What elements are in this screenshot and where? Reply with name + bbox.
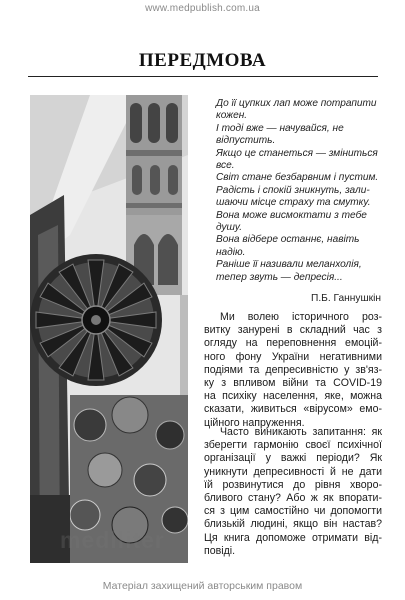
cathedral-tower (126, 95, 182, 295)
epigraph-line: Вона відбере останнє, навіть (216, 234, 360, 246)
epigraph-line: все. (216, 160, 235, 172)
body-line: огляду на переповнення емоцій- (204, 337, 382, 350)
body-line: повіді. (204, 544, 236, 557)
page-title: ПЕРЕДМОВА (138, 50, 267, 71)
body-line: ся з цим самостійно чи допомогти (204, 505, 382, 518)
epigraph-line: душу. (216, 222, 243, 234)
epigraph-line: Радість і спокій зникнуть, зали- (216, 184, 370, 196)
body-line: подіями та депресивністю у зв'яз- (204, 363, 382, 376)
epigraph-line: До її цупких лап може потрапити (216, 98, 377, 109)
body-line: їй розвинутися до рівня хворо- (204, 478, 382, 491)
paragraph-2 (204, 426, 382, 558)
body-line: ційного напруження. (204, 416, 305, 429)
body-line: організації у важкі періоди? Як (204, 452, 382, 465)
epigraph (216, 98, 381, 284)
site-url[interactable]: www.medpublish.com.ua (145, 3, 260, 14)
epigraph-line: Раніше її називали меланхолія, (216, 259, 362, 271)
body-line: Ця книга допоможе отримати від- (204, 531, 382, 544)
paragraph-1 (204, 311, 382, 430)
watermark: mediliter (60, 527, 165, 553)
body-line: Часто виникають запитання: як (220, 426, 382, 438)
body-line: бливого стану? Або ж як впорати- (204, 492, 382, 505)
title-rule (28, 76, 378, 77)
epigraph-author: П.Б. Ганнушкін (311, 293, 381, 304)
epigraph-line: відпустить. (216, 135, 276, 147)
copyright-footer: Матеріал захищений авторським правом (102, 580, 303, 592)
epigraph-line: тепер звуть — депресія... (216, 271, 343, 283)
epigraph-line: надію. (216, 246, 246, 258)
epigraph-line: кожен. (216, 110, 248, 122)
body-line: сказати, живиться «вірусом» емо- (204, 403, 382, 416)
body-line: на психіку населення, яке, можна (204, 390, 382, 403)
body-line: близькій людині, якщо він настав? (204, 518, 382, 531)
body-line: ного фону України негативними (204, 350, 382, 363)
body-line: Ми волею історичного роз- (220, 311, 382, 323)
epigraph-line: І тоді вже — начувайся, не (216, 122, 344, 134)
rose-window (30, 254, 162, 386)
body-line: ку з впливом війни та COVID-19 (204, 377, 382, 390)
epigraph-line: Вона може висмоктати з тебе (216, 209, 367, 221)
epigraph-line: шаючи місце страху та смутку. (216, 197, 371, 209)
body-line: зберегти гармонію своєї психічної (204, 439, 382, 452)
epigraph-line: Якщо це станеться — зміниться (216, 147, 378, 159)
epigraph-line: Світ стане безбарвним і пустим. (216, 172, 379, 184)
body-line: уникнути депресивності й не дати (204, 465, 382, 478)
body-line: витку занурені в складний час з (204, 324, 382, 337)
cathedral-illustration (30, 95, 188, 563)
